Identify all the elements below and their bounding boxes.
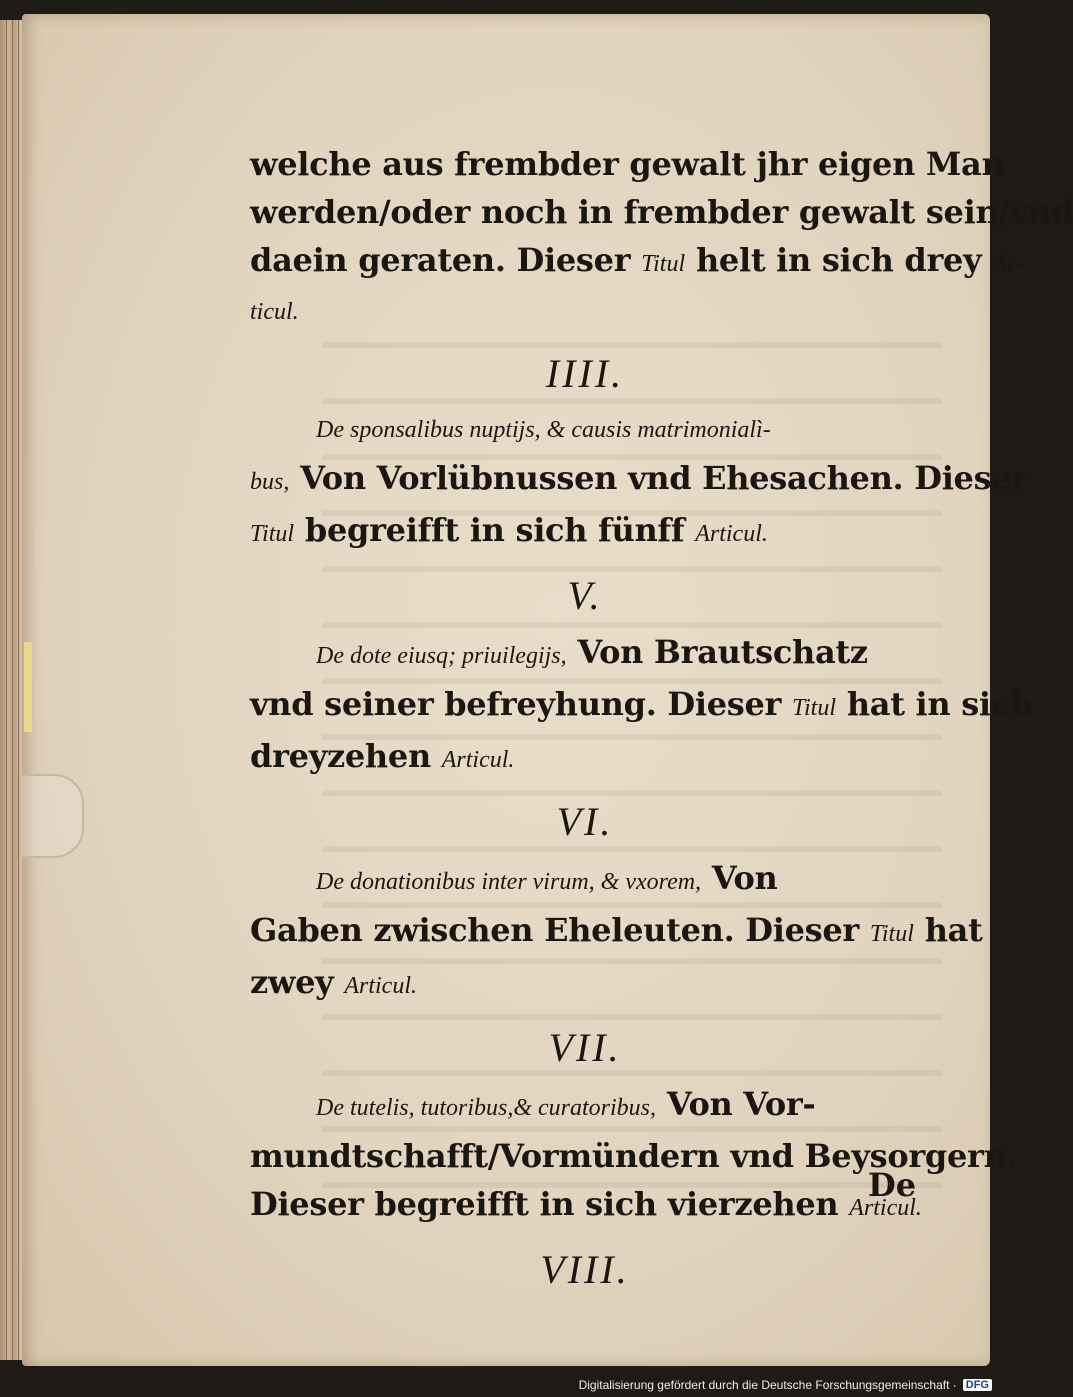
funding-text: Digitalisierung gefördert durch die Deutsche Forschungsgemeinschaft · bbox=[578, 1378, 957, 1392]
section-heading-vi: VI. bbox=[556, 799, 614, 844]
text-line: De dote eiusq; priuilegijs, Von Brautschatz bbox=[316, 633, 868, 671]
text-line: mundtschafft/Vormündern vnd Beysorgern. bbox=[250, 1137, 1018, 1175]
text-line: vnd seiner befreyhung. Dieser Titul hat in sich bbox=[250, 685, 1033, 723]
bookmark-tab bbox=[24, 642, 32, 732]
text-line: Gaben zwischen Eheleuten. Dieser Titul hat bbox=[250, 911, 983, 949]
section-heading-vii: VII. bbox=[548, 1025, 622, 1070]
dfg-logo: DFG bbox=[963, 1379, 992, 1391]
text-line: De sponsalibus nuptijs, & causis matrimonialì- bbox=[316, 417, 771, 443]
text-line: welche aus frembder gewalt jhr eigen Man bbox=[250, 145, 1005, 183]
text-line: Dieser begreifft in sich vierzehen Articul. bbox=[250, 1185, 922, 1223]
text-line: bus, Von Vorlübnussen vnd Ehesachen. Dieser bbox=[250, 459, 1028, 497]
text-line: dreyzehen Articul. bbox=[250, 737, 515, 775]
section-heading-v: V. bbox=[567, 573, 603, 618]
text-line: Titul begreifft in sich fünff Articul. bbox=[250, 511, 768, 549]
text-line: werden/oder noch in frembder gewalt sein/vnd bbox=[250, 193, 1073, 231]
funding-footer bbox=[579, 1376, 992, 1394]
catchword: De bbox=[868, 1166, 917, 1204]
section-heading-iiii: IIII. bbox=[545, 351, 625, 396]
text-line: De tutelis, tutoribus,& curatoribus, Von Vor- bbox=[316, 1085, 816, 1123]
text-line: ticul. bbox=[250, 299, 299, 325]
text-line: zwey Articul. bbox=[250, 963, 417, 1001]
page-clip bbox=[22, 774, 84, 858]
text-line: daein geraten. Dieser Titul helt in sich drey Ar- bbox=[250, 241, 1024, 279]
section-heading-viii: VIII. bbox=[540, 1247, 630, 1292]
text-line: De donationibus inter virum, & vxorem, Von bbox=[316, 859, 778, 897]
page-text bbox=[250, 140, 1073, 1302]
